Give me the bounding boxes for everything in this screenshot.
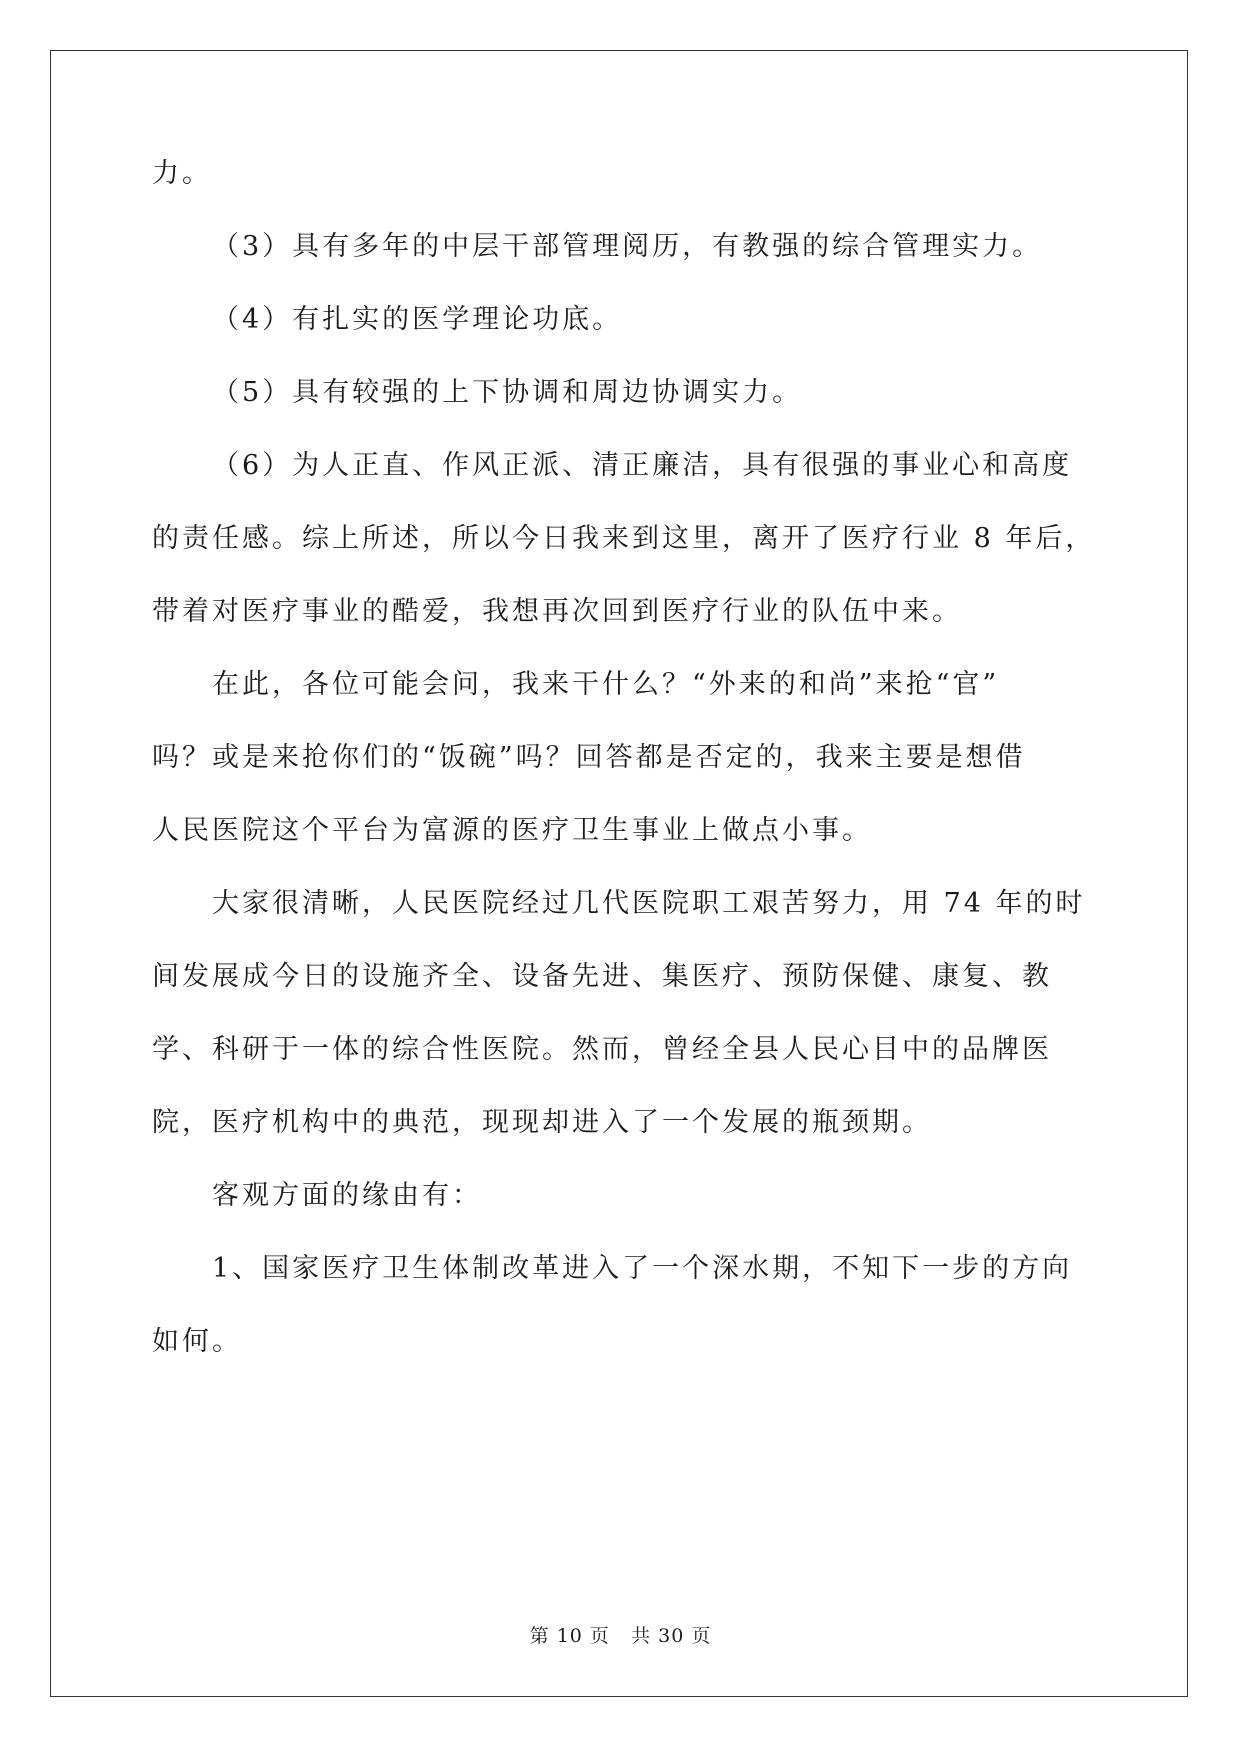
body-line-4: （5）具有较强的上下协调和周边协调实力。 — [212, 377, 803, 408]
body-line-1: 力。 — [152, 158, 212, 189]
body-line-14: 院，医疗机构中的典范，现现却进入了一个发展的瓶颈期。 — [152, 1107, 932, 1138]
body-line-17: 如何。 — [152, 1326, 242, 1357]
body-line-10: 人民医院这个平台为富源的医疗卫生事业上做点小事。 — [152, 815, 872, 846]
page-number: 第 10 页 — [529, 1625, 610, 1647]
body-line-2: （3）具有多年的中层干部管理阅历，有教强的综合管理实力。 — [212, 231, 1043, 262]
body-line-13: 学、科研于一体的综合性医院。然而，曾经全县人民心目中的品牌医 — [152, 1034, 1052, 1065]
body-line-7: 带着对医疗事业的酷爱，我想再次回到医疗行业的队伍中来。 — [152, 596, 962, 627]
page-total: 共 30 页 — [631, 1625, 712, 1647]
body-line-8: 在此，各位可能会问，我来干什么？“外来的和尚”来抢“官” — [212, 669, 1000, 700]
body-line-3: （4）有扎实的医学理论功底。 — [212, 304, 623, 335]
body-line-16: 1、国家医疗卫生体制改革进入了一个深水期，不知下一步的方向 — [212, 1253, 1073, 1284]
page-footer — [0, 1621, 1241, 1648]
body-line-12: 间发展成今日的设施齐全、设备先进、集医疗、预防保健、康复、教 — [152, 961, 1052, 992]
body-line-5: （6）为人正直、作风正派、清正廉洁，具有很强的事业心和高度 — [212, 450, 1073, 481]
body-line-15: 客观方面的缘由有： — [212, 1180, 482, 1211]
body-line-9: 吗？或是来抢你们的“饭碗”吗？回答都是否定的，我来主要是想借 — [152, 742, 1026, 773]
page-border — [50, 50, 1188, 1697]
body-line-11: 大家很清晰，人民医院经过几代医院职工艰苦努力，用 74 年的时 — [212, 888, 1086, 919]
body-line-6: 的责任感。综上所述，所以今日我来到这里，离开了医疗行业 8 年后， — [152, 523, 1096, 554]
